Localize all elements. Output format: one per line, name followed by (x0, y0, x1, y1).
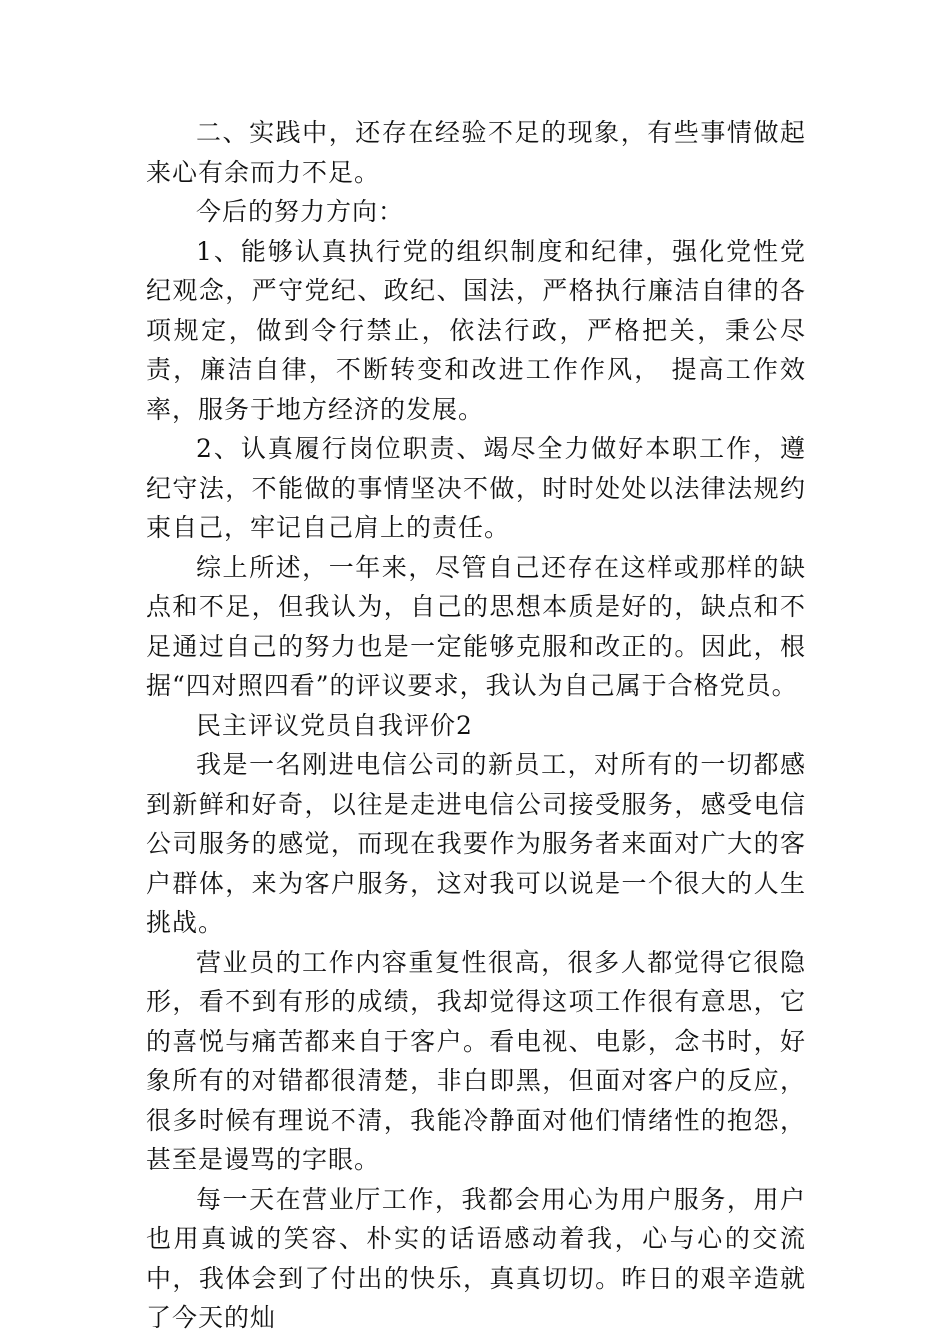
paragraph-point-1: 1、能够认真执行党的组织制度和纪律，强化党性党纪观念，严守党纪、政纪、国法，严格执行廉洁自律的各项规定，做到令行禁止，依法行政，严格把关，秉公尽责，廉洁自律，不断转变和改进工作作风， 提高工作效率，服务于地方经济的发展。 (146, 236, 806, 424)
paragraph-new-employee: 我是一名刚进电信公司的新员工，对所有的一切都感到新鲜和好奇，以往是走进电信公司接受服务，感受电信公司服务的感觉，而现在我要作为服务者来面对广大的客户群体，来为客户服务，这对我可以说是一个很大的人生挑战。 (146, 750, 806, 937)
paragraph-point-2: 2、认真履行岗位职责、竭尽全力做好本职工作，遵纪守法，不能做的事情坚决不做，时时处处以法律法规约束自己，牢记自己肩上的责任。 (146, 434, 806, 542)
paragraph-summary: 综上所述，一年来，尽管自己还存在这样或那样的缺点和不足，但我认为，自己的思想本质是好的，缺点和不足通过自己的努力也是一定能够克服和改正的。因此，根据“四对照四看”的评议要求，我认为自己属于合格党员。 (146, 552, 806, 700)
paragraph-daily-service: 每一天在营业厅工作，我都会用心为用户服务，用户也用真诚的笑容、朴实的话语感动着我，心与心的交流中，我体会到了付出的快乐，真真切切。昨日的艰辛造就了今天的灿 (146, 1184, 806, 1332)
document-page (146, 113, 806, 1338)
section-title: 民主评议党员自我评价2 (196, 710, 473, 740)
paragraph-clerk-work: 营业员的工作内容重复性很高，很多人都觉得它很隐形，看不到有形的成绩，我却觉得这项工作很有意思，它的喜悦与痛苦都来自于客户。看电视、电影，念书时，好象所有的对错都很清楚，非白即黑，但面对客户的反应，很多时候有理说不清，我能冷静面对他们情绪性的抱怨，甚至是谩骂的字眼。 (146, 947, 806, 1174)
paragraph-shortcomings: 二、实践中，还存在经验不足的现象，有些事情做起来心有余而力不足。 (146, 118, 806, 187)
paragraph-future-direction-heading: 今后的努力方向： (196, 197, 405, 226)
